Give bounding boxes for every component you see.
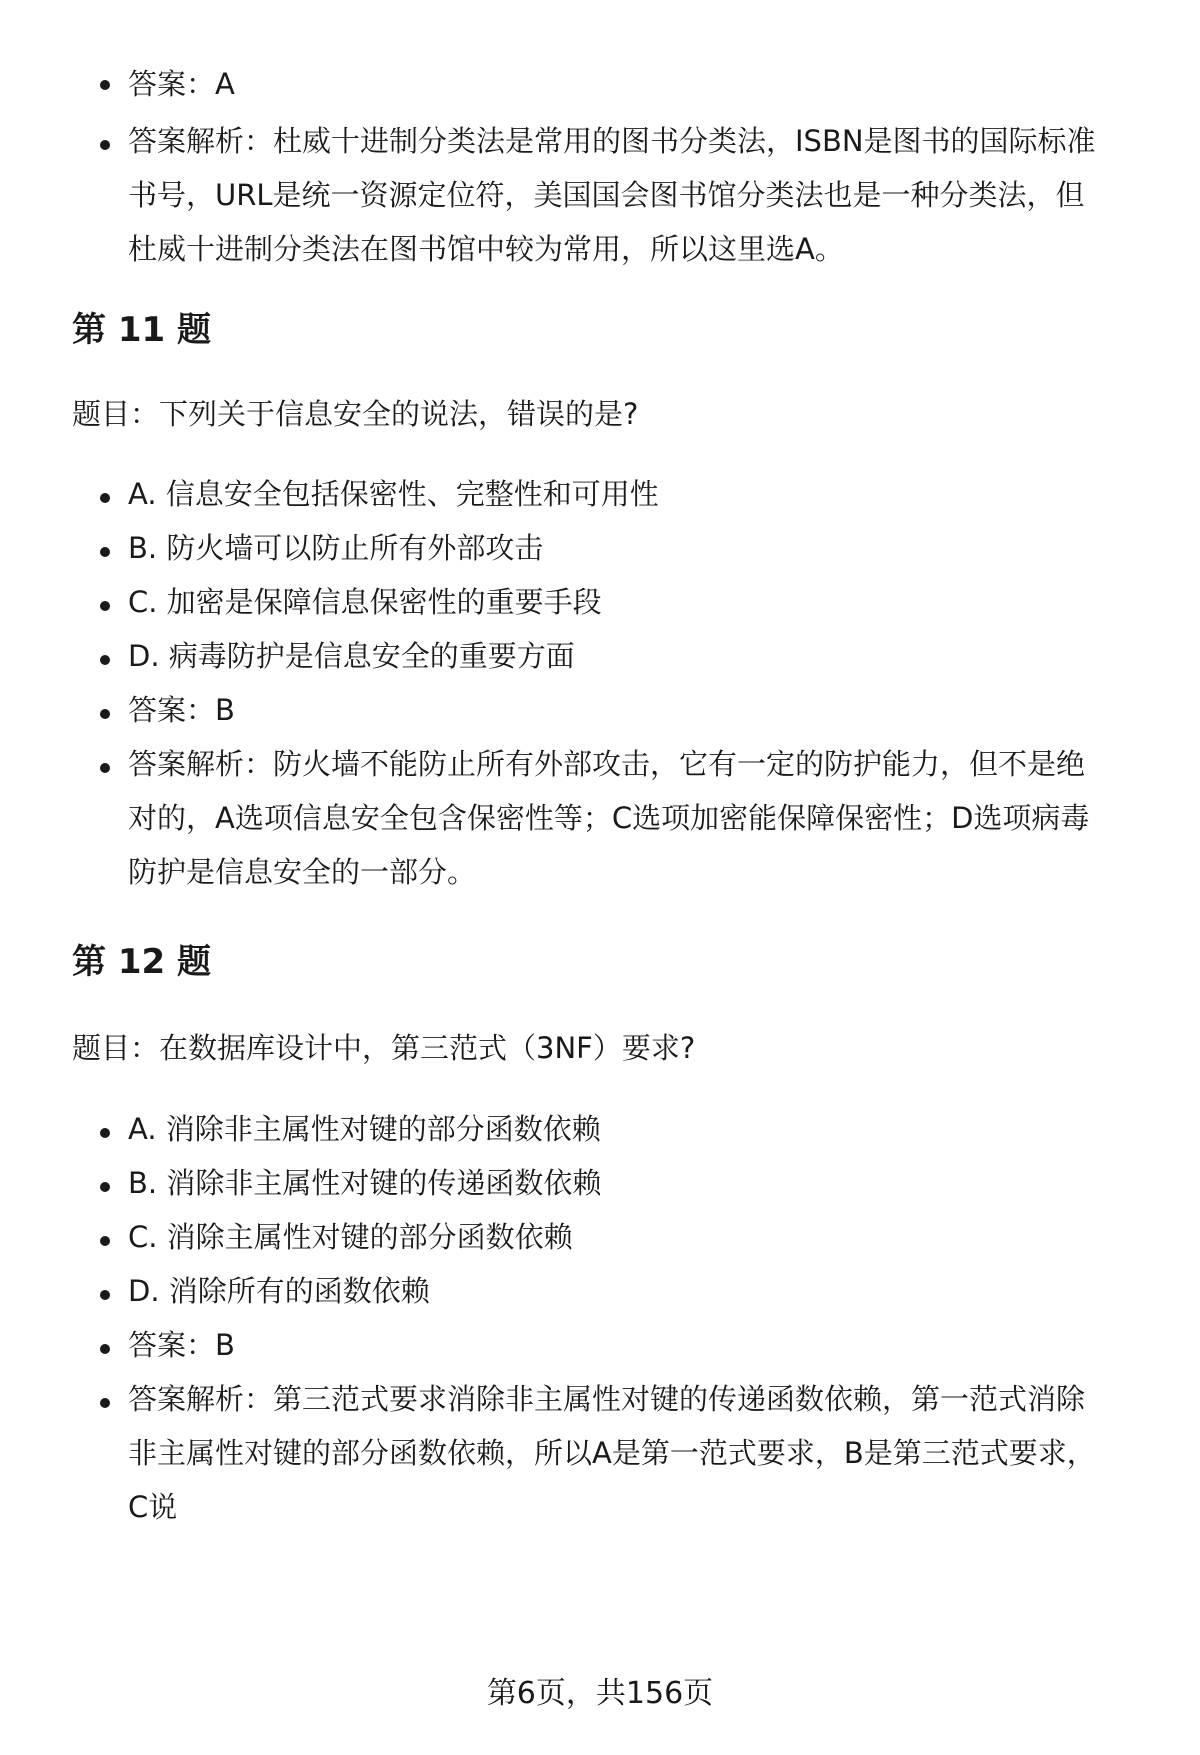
- answer-item: 答案：B: [72, 1318, 1152, 1372]
- question-11-text: 题目：下列关于信息安全的说法，错误的是?: [72, 397, 639, 431]
- question-11-options: [72, 467, 1152, 899]
- option-a: A. 消除非主属性对键的部分函数依赖: [72, 1102, 1152, 1156]
- option-c: C. 消除主属性对键的部分函数依赖: [72, 1210, 1152, 1264]
- option-list: [72, 467, 1152, 899]
- option-d: D. 消除所有的函数依赖: [72, 1264, 1152, 1318]
- answer-item: 答案：B: [72, 683, 1152, 737]
- option-list: [72, 1102, 1152, 1534]
- explanation-item: 答案解析：第三范式要求消除非主属性对键的传递函数依赖，第一范式消除非主属性对键的部分函数依赖，所以A是第一范式要求，B是第三范式要求，C说: [72, 1372, 1152, 1534]
- answer-item: 答案：A: [72, 54, 1152, 114]
- explanation-item: 答案解析：防火墙不能防止所有外部攻击，它有一定的防护能力，但不是绝对的，A选项信息安全包含保密性等；C选项加密能保障保密性；D选项病毒防护是信息安全的一部分。: [72, 737, 1152, 899]
- option-b: B. 防火墙可以防止所有外部攻击: [72, 521, 1152, 575]
- question-11-heading: 第 11 题: [72, 310, 211, 350]
- option-d: D. 病毒防护是信息安全的重要方面: [72, 629, 1152, 683]
- explanation-item: 答案解析：杜威十进制分类法是常用的图书分类法，ISBN是图书的国际标准书号，URL是统一资源定位符，美国国会图书馆分类法也是一种分类法，但杜威十进制分类法在图书馆中较为常用，所以这里选A。: [72, 114, 1152, 276]
- option-b: B. 消除非主属性对键的传递函数依赖: [72, 1156, 1152, 1210]
- question-12-options: [72, 1102, 1152, 1534]
- page-number: 第6页，共156页: [486, 1676, 714, 1711]
- prev-question-tail: [72, 54, 1152, 276]
- question-12-heading: 第 12 题: [72, 942, 211, 982]
- option-c: C. 加密是保障信息保密性的重要手段: [72, 575, 1152, 629]
- prev-answer-list: [72, 54, 1152, 276]
- option-a: A. 信息安全包括保密性、完整性和可用性: [72, 467, 1152, 521]
- question-12-text: 题目：在数据库设计中，第三范式（3NF）要求?: [72, 1031, 696, 1065]
